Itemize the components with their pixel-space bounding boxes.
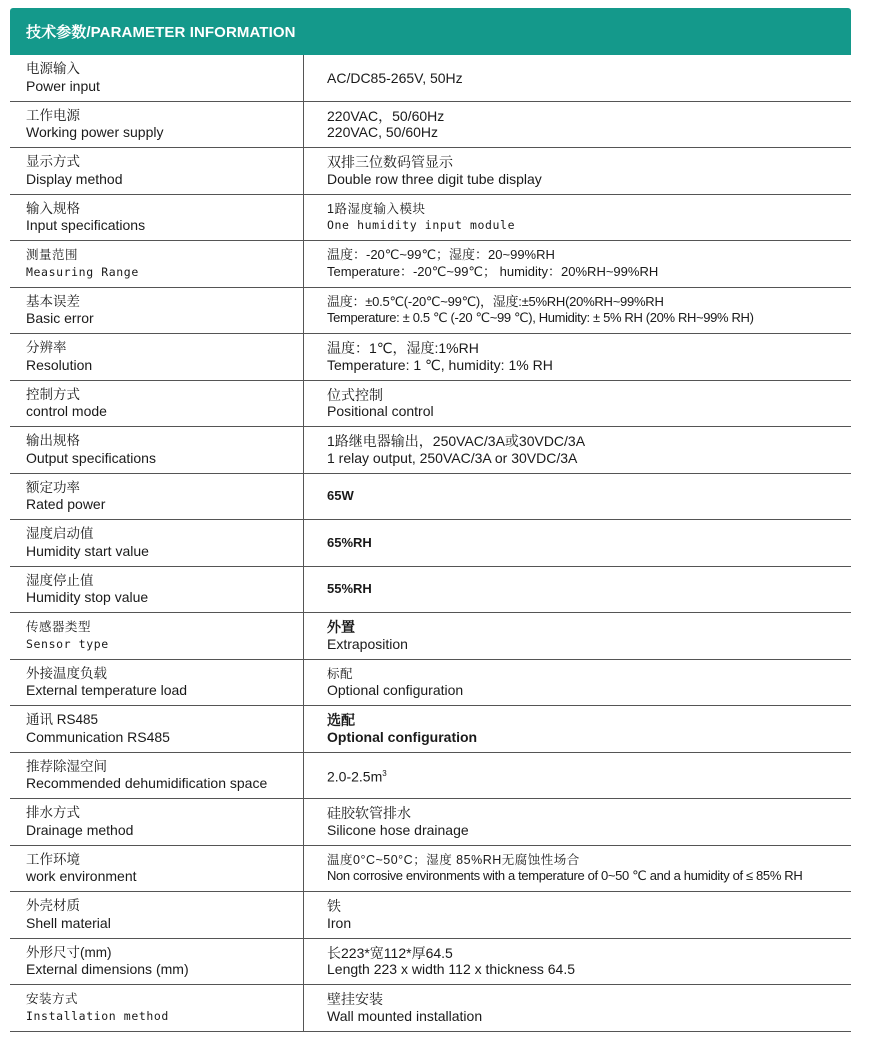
param-value-line: 220VAC, 50/60Hz	[327, 124, 439, 141]
param-value	[304, 660, 851, 706]
param-label-zh: 通讯 RS485	[26, 712, 99, 728]
section-title: 技术参数/PARAMETER INFORMATION	[26, 24, 296, 41]
param-label	[10, 799, 304, 845]
table-row-control-mode	[10, 381, 851, 428]
param-value-line: 位式控制	[327, 386, 383, 403]
param-label-en: Sensor type	[26, 636, 109, 651]
param-value	[304, 102, 851, 148]
param-label-zh: 外形尺寸(mm)	[26, 944, 112, 960]
param-value-line: 双排三位数码管显示	[327, 154, 453, 171]
param-label-en: External dimensions (mm)	[26, 961, 189, 978]
table-row-installation-method	[10, 985, 851, 1032]
param-label-en: Recommended dehumidification space	[26, 775, 268, 792]
param-value-line: 温度0°C~50°C；湿度 85%RH无腐蚀性场合	[327, 852, 580, 867]
param-value-line: Length 223 x width 112 x thickness 64.5	[327, 961, 576, 978]
param-value-line: 壁挂安装	[327, 991, 383, 1008]
param-value-line: 220VAC，50/60Hz	[327, 107, 445, 124]
table-row-communication-rs485	[10, 706, 851, 753]
param-label-en: Input specifications	[26, 217, 146, 234]
param-value-line: Wall mounted installation	[327, 1007, 483, 1024]
param-value	[304, 474, 851, 520]
param-label	[10, 241, 304, 287]
param-label	[10, 939, 304, 985]
param-value-line: 选配	[327, 712, 355, 729]
param-value-line: Double row three digit tube display	[327, 170, 542, 187]
param-label	[10, 288, 304, 334]
param-label	[10, 660, 304, 706]
param-label-en: control mode	[26, 403, 107, 420]
param-value-line: Positional control	[327, 403, 434, 420]
param-label	[10, 985, 304, 1031]
space-unit-exponent: 3	[382, 768, 387, 778]
param-label	[10, 892, 304, 938]
param-label-zh: 输出规格	[26, 433, 80, 449]
param-value-line: Temperature: 1 ℃, humidity: 1% RH	[327, 356, 553, 373]
param-value-line: 铁	[327, 898, 341, 915]
param-label-en: Communication RS485	[26, 728, 170, 745]
param-value-line: 长223*宽112*厚64.5	[327, 944, 453, 961]
param-value-line: Non corrosive environments with a temperature of 0~50 ℃ and a humidity of ≤ 85% RH	[327, 868, 803, 884]
table-row-rated-power	[10, 474, 851, 521]
param-label-en: External temperature load	[26, 682, 188, 699]
param-label-zh: 外接温度负载	[26, 665, 107, 681]
table-row-display-method	[10, 148, 851, 195]
param-value	[304, 427, 851, 473]
param-label-zh: 外壳材质	[26, 898, 80, 914]
table-row-measuring-range	[10, 241, 851, 288]
param-value-line	[327, 766, 851, 785]
param-value-line: 标配	[327, 666, 354, 681]
param-value-line: Iron	[327, 914, 352, 931]
param-value	[304, 985, 851, 1031]
param-value-line: 1 relay output, 250VAC/3A or 30VDC/3A	[327, 449, 578, 466]
param-label-zh: 工作电源	[26, 107, 80, 123]
param-value-line: Silicone hose drainage	[327, 821, 469, 838]
param-label	[10, 427, 304, 473]
param-value	[304, 148, 851, 194]
table-row-external-temperature-load	[10, 660, 851, 707]
param-label-en: Display method	[26, 170, 123, 187]
param-label-en: Humidity start value	[26, 542, 149, 559]
param-label-zh: 排水方式	[26, 805, 80, 821]
param-label	[10, 195, 304, 241]
param-value-line: Temperature: ± 0.5 ℃ (-20 ℃~99 ℃), Humidity: ± 5% RH (20% RH~99% RH)	[327, 310, 754, 326]
table-row-power-input	[10, 55, 851, 102]
param-label-zh: 测量范围	[26, 248, 79, 263]
param-label	[10, 613, 304, 659]
param-label	[10, 474, 304, 520]
param-label-en: Humidity stop value	[26, 589, 149, 606]
param-label-en: Basic error	[26, 310, 94, 327]
param-label-en: Measuring Range	[26, 264, 139, 279]
parameter-table	[10, 55, 851, 1032]
table-row-humidity-stop	[10, 567, 851, 614]
param-label-en: Power input	[26, 77, 100, 94]
param-label-en: Output specifications	[26, 449, 156, 466]
param-value	[304, 799, 851, 845]
table-row-shell-material	[10, 892, 851, 939]
table-row-input-specifications	[10, 195, 851, 242]
param-value-line: 55%RH	[327, 581, 372, 596]
param-label	[10, 334, 304, 380]
param-value	[304, 520, 851, 566]
param-value-line: Extraposition	[327, 635, 408, 652]
param-label-zh: 推荐除湿空间	[26, 758, 107, 774]
table-row-external-dimensions	[10, 939, 851, 986]
param-value	[304, 753, 851, 799]
param-label	[10, 55, 304, 101]
table-row-basic-error	[10, 288, 851, 335]
param-value-line: 硅胶软管排水	[327, 805, 411, 822]
param-label-zh: 安装方式	[26, 992, 79, 1007]
param-value	[304, 241, 851, 287]
param-label-zh: 湿度停止值	[26, 572, 94, 588]
param-value	[304, 288, 851, 334]
param-label-en: Resolution	[26, 356, 93, 373]
param-value	[304, 381, 851, 427]
param-value	[304, 706, 851, 752]
param-value-line: 65W	[327, 488, 354, 503]
table-row-working-power	[10, 102, 851, 149]
table-row-resolution	[10, 334, 851, 381]
param-label-en: Working power supply	[26, 124, 164, 141]
param-value-line: 1路继电器输出，250VAC/3A或30VDC/3A	[327, 433, 586, 450]
param-label-en: Drainage method	[26, 821, 134, 838]
param-label-en: Shell material	[26, 914, 111, 931]
param-label	[10, 148, 304, 194]
section-header	[10, 8, 851, 55]
param-label-en: Rated power	[26, 496, 106, 513]
param-value-line: 温度：1℃，湿度:1%RH	[327, 340, 479, 357]
param-value-line: 65%RH	[327, 534, 372, 550]
param-label	[10, 753, 304, 799]
param-label-en: work environment	[26, 868, 137, 885]
param-value	[304, 567, 851, 613]
space-value: 2.0-2.5m	[327, 768, 383, 785]
param-label-zh: 控制方式	[26, 386, 80, 402]
param-label	[10, 102, 304, 148]
param-label-en: Installation method	[26, 1008, 169, 1023]
table-row-dehumidification-space	[10, 753, 851, 800]
param-label	[10, 567, 304, 613]
table-row-drainage-method	[10, 799, 851, 846]
param-value	[304, 939, 851, 985]
table-row-sensor-type	[10, 613, 851, 660]
param-value	[304, 613, 851, 659]
param-value	[304, 846, 851, 892]
param-value-line: AC/DC85-265V, 50Hz	[327, 69, 463, 86]
param-label-zh: 电源输入	[26, 61, 80, 77]
param-label-zh: 湿度启动值	[26, 526, 94, 542]
param-value-line: 温度：±0.5℃(-20℃~99℃)，湿度:±5%RH(20%RH~99%RH	[327, 293, 664, 309]
table-row-output-specifications	[10, 427, 851, 474]
param-value	[304, 892, 851, 938]
param-label-zh: 传感器类型	[26, 620, 92, 635]
param-value	[304, 55, 851, 101]
param-label	[10, 706, 304, 752]
param-label-zh: 额定功率	[26, 479, 80, 495]
param-label-zh: 工作环境	[26, 851, 80, 867]
param-label-zh: 输入规格	[26, 200, 80, 216]
param-label	[10, 381, 304, 427]
table-row-humidity-start	[10, 520, 851, 567]
param-value-line: Optional configuration	[327, 682, 464, 699]
param-value-line: One humidity input module	[327, 218, 516, 233]
param-label	[10, 520, 304, 566]
param-value-line: Optional configuration	[327, 728, 478, 745]
param-value-line: 外置	[327, 619, 355, 636]
param-value-line: Temperature：-20℃~99℃； humidity：20%RH~99%RH	[327, 263, 659, 279]
param-value-line: 温度：-20℃~99℃；湿度：20~99%RH	[327, 247, 555, 263]
param-value	[304, 334, 851, 380]
param-label	[10, 846, 304, 892]
table-row-work-environment	[10, 846, 851, 893]
param-label-zh: 显示方式	[26, 154, 80, 170]
param-value-line: 1路湿度输入模块	[327, 201, 426, 216]
param-label-zh: 分辨率	[26, 340, 67, 356]
param-value	[304, 195, 851, 241]
param-label-zh: 基本误差	[26, 293, 80, 309]
